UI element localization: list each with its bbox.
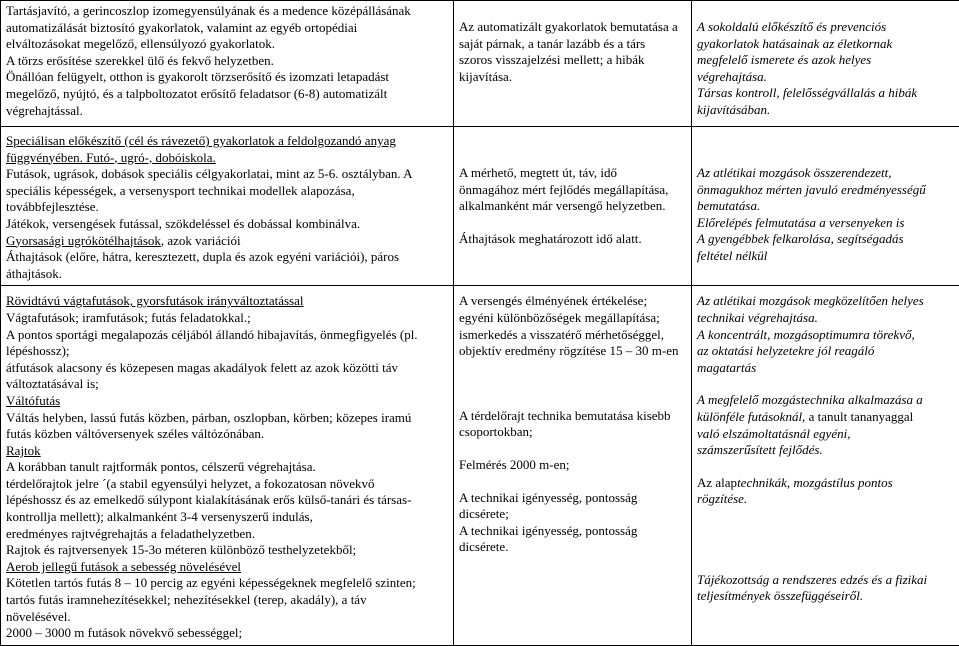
text-line: Felmérés 2000 m-en; (459, 457, 686, 474)
text-line: önmagukhoz mérten javuló eredményességű (697, 182, 959, 199)
content-cell (1, 1, 454, 127)
text-line: megfelelő ismerete és azok helyes (697, 52, 959, 69)
text-line: teljesítmények összefüggéseiről. (697, 588, 959, 605)
spacer (459, 392, 686, 408)
outcome-cell (692, 286, 959, 645)
spacer (697, 524, 959, 540)
text-line: A mérhető, megtett út, táv, idő (459, 165, 686, 182)
text-line: A törzs erősítése szerekkel ülő és fekvő helyzetben. (6, 53, 448, 70)
text-line: szoros visszajelzési mellett; a hibák (459, 52, 686, 69)
text-line: A gyengébbek felkarolása, segítségadás (697, 231, 959, 248)
text-line: 2000 – 3000 m futások növekvő sebességgel; (6, 625, 448, 642)
text-line: A technikai igényesség, pontosság (459, 490, 686, 507)
text-line: Önállóan felügyelt, otthon is gyakorolt törzserősítő és izomzati letapadást (6, 69, 448, 86)
text-line: A korábban tanult rajtformák pontos, célszerű végrehajtása. (6, 459, 448, 476)
spacer (697, 376, 959, 392)
text-line: az oktatási helyzetekre jól reagáló (697, 343, 959, 360)
content-cell (1, 127, 454, 286)
text-line: kijavítása. (459, 69, 686, 86)
text-line: A pontos sportági megalapozás céljából állandó hibajavítás, önmegfigyelés (pl. (6, 327, 448, 344)
table-row (1, 1, 959, 127)
text-line: egyéni különbözőségek megállapítása; (459, 310, 686, 327)
spacer (459, 215, 686, 231)
text-line: függvényében. Futó-, ugró-, dobóiskola. (6, 150, 448, 167)
text-line: térdelőrajtok jelre ´(a stabil egyensúlyi helyzet, a fokozatosan növekvő (6, 476, 448, 493)
text-line: Aerob jellegű futások a sebesség növelésével (6, 559, 448, 576)
text-line: lépéshossz); (6, 343, 448, 360)
spacer (459, 474, 686, 490)
text-line: kijavításában. (697, 102, 959, 119)
text-line: speciális képességek, a versenysport technikai modellek alapozása, (6, 183, 448, 200)
text-line: elváltozásokat megelőző, ellensúlyozó gyakorlatok. (6, 36, 448, 53)
text-line: A koncentrált, mozgásoptimumra törekvő, (697, 327, 959, 344)
text-line: A megfelelő mozgástechnika alkalmazása a (697, 392, 959, 409)
activity-cell (454, 127, 692, 286)
text-line: továbbfejlesztése. (6, 199, 448, 216)
text-line: Rajtok (6, 443, 448, 460)
text-fragment: , azok variációi (161, 233, 241, 248)
text-line: megelőző, nyújtó, és a talpboltozatot erősítő feladatsor (6-8) automatizált (6, 86, 448, 103)
spacer (697, 556, 959, 572)
text-line: A technikai igényesség, pontosság (459, 523, 686, 540)
text-line: önmagához mért fejlődés megállapítása, (459, 182, 686, 199)
text-line: Tájékozottság a rendszeres edzés és a fizikai (697, 572, 959, 589)
text-line: csoportokban; (459, 424, 686, 441)
text-line: végrehajtással. (6, 103, 448, 120)
text-line: növelésével. (6, 609, 448, 626)
text-line: Rajtok és rajtversenyek 15-3o méteren különböző testhelyzetekből; (6, 542, 448, 559)
text-line: Speciálisan előkészítő (cél és rávezető) gyakorlatok a feldolgozandó anyag (6, 133, 448, 150)
text-line: ismerkedés a visszatérő mérhetőséggel, (459, 327, 686, 344)
text-line: lépéshossz és az emelkedő súlypont kialakításának erős külső-tanári és társas- (6, 492, 448, 509)
text-line: eredményes rajtvégrehajtás a feladathelyzetben. (6, 526, 448, 543)
text-line: futás közben váltóversenyek széles váltózónában. (6, 426, 448, 443)
content-cell (1, 286, 454, 645)
text-line: bemutatása. (697, 198, 959, 215)
underlined-phrase: Gyorsasági ugrókötélhajtások (6, 233, 161, 248)
text-line: Áthajtások (előre, hátra, keresztezett, dupla és azok egyéni variációi), páros (6, 249, 448, 266)
spacer (697, 508, 959, 524)
text-line (697, 475, 959, 492)
text-line: automatizálását biztosító gyakorlatok, valamint az egyéb ortopédiai (6, 20, 448, 37)
text-line: Váltófutás (6, 393, 448, 410)
text-fragment: Az alap (697, 475, 737, 490)
text-line: áthajtások. (6, 266, 448, 283)
text-line (697, 409, 959, 426)
text-line: tartós futás iramnehezítésekkel; nehezítésekkel (terep, akadály), a táv (6, 592, 448, 609)
text-fragment: különféle futásoknál, (697, 409, 805, 424)
activity-cell (454, 286, 692, 645)
text-line: végrehajtása. (697, 69, 959, 86)
spacer (459, 360, 686, 376)
text-line: magatartás (697, 360, 959, 377)
text-line: objektív eredmény rögzítése 15 – 30 m-en (459, 343, 686, 360)
text-line (6, 233, 448, 250)
text-line: feltétel nélkül (697, 248, 959, 265)
outcome-cell (692, 127, 959, 286)
text-line: Játékok, versengések futással, szökdeléssel és dobással kombinálva. (6, 216, 448, 233)
text-line: számszerűsített fejlődés. (697, 442, 959, 459)
spacer (459, 441, 686, 457)
text-line: gyakorlatok hatásainak az életkornak (697, 36, 959, 53)
text-line: Az automatizált gyakorlatok bemutatása a (459, 19, 686, 36)
text-line: Vágtafutások; iramfutások; futás feladatokkal.; (6, 310, 448, 327)
text-line: saját párnak, a tanár lazább és a társ (459, 36, 686, 53)
text-line: A sokoldalú előkészítő és prevenciós (697, 19, 959, 36)
table-row (1, 127, 959, 286)
text-line: alkalmanként már versengő helyzetben. (459, 198, 686, 215)
text-line: változtatásával is; (6, 376, 448, 393)
text-line: Futások, ugrások, dobások speciális célgyakorlatai, mint az 5-6. osztályban. A (6, 166, 448, 183)
text-line: dicsérete. (459, 539, 686, 556)
text-line: A térdelőrajt technika bemutatása kisebb (459, 408, 686, 425)
text-line: Kötetlen tartós futás 8 – 10 percig az egyéni képességeknek megfelelő szinten; (6, 575, 448, 592)
text-line: Tartásjavító, a gerincoszlop izomegyensúlyának és a medence középállásának (6, 3, 448, 20)
text-line: Rövidtávú vágtafutások, gyorsfutások irányváltoztatással (6, 293, 448, 310)
text-line: Az atlétikai mozgások összerendezett, (697, 165, 959, 182)
spacer (697, 540, 959, 556)
text-line: Áthajtások meghatározott idő alatt. (459, 231, 686, 248)
text-line: átfutások alacsony és közepesen magas akadályok felett az azok közötti táv (6, 360, 448, 377)
text-line: A versengés élményének értékelése; (459, 293, 686, 310)
table-row (1, 286, 959, 645)
outcome-cell (692, 1, 959, 127)
spacer (459, 376, 686, 392)
text-line: technikai végrehajtása. (697, 310, 959, 327)
text-line: Társas kontroll, felelősségvállalás a hibák (697, 85, 959, 102)
text-fragment: a tanult tananyaggal (805, 409, 913, 424)
text-line: Az atlétikai mozgások megközelítően helyes (697, 293, 959, 310)
text-line: Előrelépés felmutatása a versenyeken is (697, 215, 959, 232)
text-line: való elszámoltatásnál egyéni, (697, 426, 959, 443)
text-fragment: technikák, mozgástílus pontos (737, 475, 893, 490)
spacer (697, 459, 959, 475)
text-line: rögzítése. (697, 491, 959, 508)
text-line: kontrollja mellett); alkalmanként 3-4 versenyszerű indulás, (6, 509, 448, 526)
activity-cell (454, 1, 692, 127)
text-line: dicsérete; (459, 506, 686, 523)
text-line: Váltás helyben, lassú futás közben, párban, oszlopban, körben; közepes iramú (6, 410, 448, 427)
